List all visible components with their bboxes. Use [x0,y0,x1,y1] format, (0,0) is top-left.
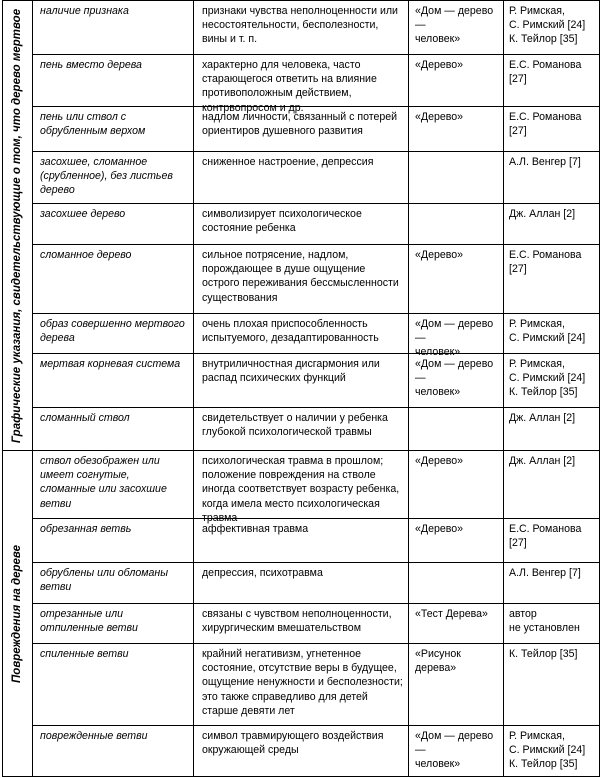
feature-cell: засохшее, сломанное (срубленное), без листьев дерево [40,156,173,197]
category-cell [2,451,32,776]
interpretation-cell: психологическая травма в прошлом; положение повреждения на стволе иногда соответствует возрасту ребенка, когда имела место психологическая травма [202,455,400,524]
row-divider [32,244,600,245]
interpretation-cell: символ травмирующего воздействия окружающей среды [202,730,384,757]
author-cell: Р. Римская, С. Римский [24] К. Тейлор [35] [509,730,586,771]
test-cell: «Дерево» [415,523,464,535]
feature-cell: поврежденные ветви [40,730,148,742]
table-border-top [2,0,600,1]
reference-table [2,0,600,777]
test-cell: «Дом — дерево — человек» [415,358,494,399]
section-divider [2,450,600,451]
category-cell [2,1,32,450]
interpretation-cell: внутриличностная дисгармония или распад психических функций [202,358,380,385]
author-cell: Е.С. Романова [27] [509,111,582,138]
row-divider [32,151,600,152]
test-cell: «Дерево» [415,249,464,261]
feature-cell: мертвая корневая система [40,358,181,370]
interpretation-cell: свидетельствует о наличии у ребенка глубокой психологической травмы [202,412,388,439]
column-divider [503,0,504,777]
row-divider [32,407,600,408]
feature-cell: обрезанная ветвь [40,523,132,535]
feature-cell: спиленные ветви [40,648,129,660]
category-label: Повреждения на дереве [11,544,24,683]
row-divider [32,54,600,55]
row-divider [32,643,600,644]
interpretation-cell: сильное потрясение, надлом, порождающее в душе ощущение острого переживания бессмысленности существования [202,249,399,304]
author-cell: Е.С. Романова [27] [509,59,582,86]
table-border-bottom [2,776,600,777]
row-divider [32,353,600,354]
author-cell: А.Л. Венгер [7] [509,156,581,168]
interpretation-cell: депрессия, психотравма [202,567,323,579]
interpretation-cell: характерно для человека, часто старающегося ответить на влияние противоположным действием, контрвопросом и др. [202,59,377,114]
test-cell: «Рисунок дерева» [415,648,461,675]
author-cell: К. Тейлор [35] [509,648,578,660]
feature-cell: наличие признака [40,5,129,17]
interpretation-cell: аффективная травма [202,523,309,535]
feature-cell: ствол обезображен или имеет согнутые, сломанные или засохшие ветви [40,455,167,510]
author-cell: Дж. Аллан [2] [509,455,576,467]
feature-cell: отрезанные или отпиленные ветви [40,608,138,635]
test-cell: «Тест Дерева» [415,608,488,620]
test-cell: «Дерево» [415,111,464,123]
category-label: Графические указания, свидетельствующие о том, что дерево мертвое [11,8,23,443]
test-cell: «Дом — дерево — человек» [415,5,494,46]
table-border-right [599,0,600,777]
feature-cell: образ совершенно мертвого дерева [40,318,185,345]
author-cell: Е.С. Романова [27] [509,523,582,550]
interpretation-cell: символизирует психологическое состояние ребенка [202,208,362,235]
interpretation-cell: связаны с чувством неполноценности, хирургическим вмешательством [202,608,392,635]
feature-cell: пень или ствол с обрубленным верхом [40,111,146,138]
author-cell: Р. Римская, С. Римский [24] К. Тейлор [35] [509,358,586,399]
author-cell: А.Л. Венгер [7] [509,567,581,579]
row-divider [32,562,600,563]
row-divider [32,203,600,204]
test-cell: «Дерево» [415,59,464,71]
test-cell: «Дерево» [415,455,464,467]
column-divider [32,0,33,777]
interpretation-cell: признаки чувства неполноценности или несостоятельности, бесполезности, вины и т. п. [202,5,398,46]
row-divider [32,313,600,314]
test-cell: «Дом — дерево — человек» [415,318,494,359]
test-cell: «Дом — дерево — человек» [415,730,494,771]
author-cell: Р. Римская, С. Римский [24] [509,318,586,345]
row-divider [32,725,600,726]
column-divider [193,0,194,777]
row-divider [32,603,600,604]
feature-cell: пень вместо дерева [40,59,142,71]
feature-cell: обрублены или обломаны ветви [40,567,169,594]
author-cell: автор не установлен [509,608,580,635]
interpretation-cell: крайний негативизм, угнетенное состояние, отсутствие веры в будущее, ощущение ненужности и бесполезности; это также справедливо для детей старше девяти лет [202,648,403,717]
author-cell: Дж. Аллан [2] [509,208,576,220]
feature-cell: засохшее дерево [40,208,126,220]
column-divider [408,0,409,777]
interpretation-cell: надлом личности, связанный с потерей ориентиров душевного развития [202,111,398,138]
author-cell: Р. Римская, С. Римский [24] К. Тейлор [35] [509,5,586,46]
author-cell: Е.С. Романова [27] [509,249,582,276]
interpretation-cell: сниженное настроение, депрессия [202,156,374,168]
author-cell: Дж. Аллан [2] [509,412,576,424]
interpretation-cell: очень плохая приспособленность испытуемого, дезадаптированность [202,318,379,345]
feature-cell: сломанный ствол [40,412,130,424]
feature-cell: сломанное дерево [40,249,132,261]
